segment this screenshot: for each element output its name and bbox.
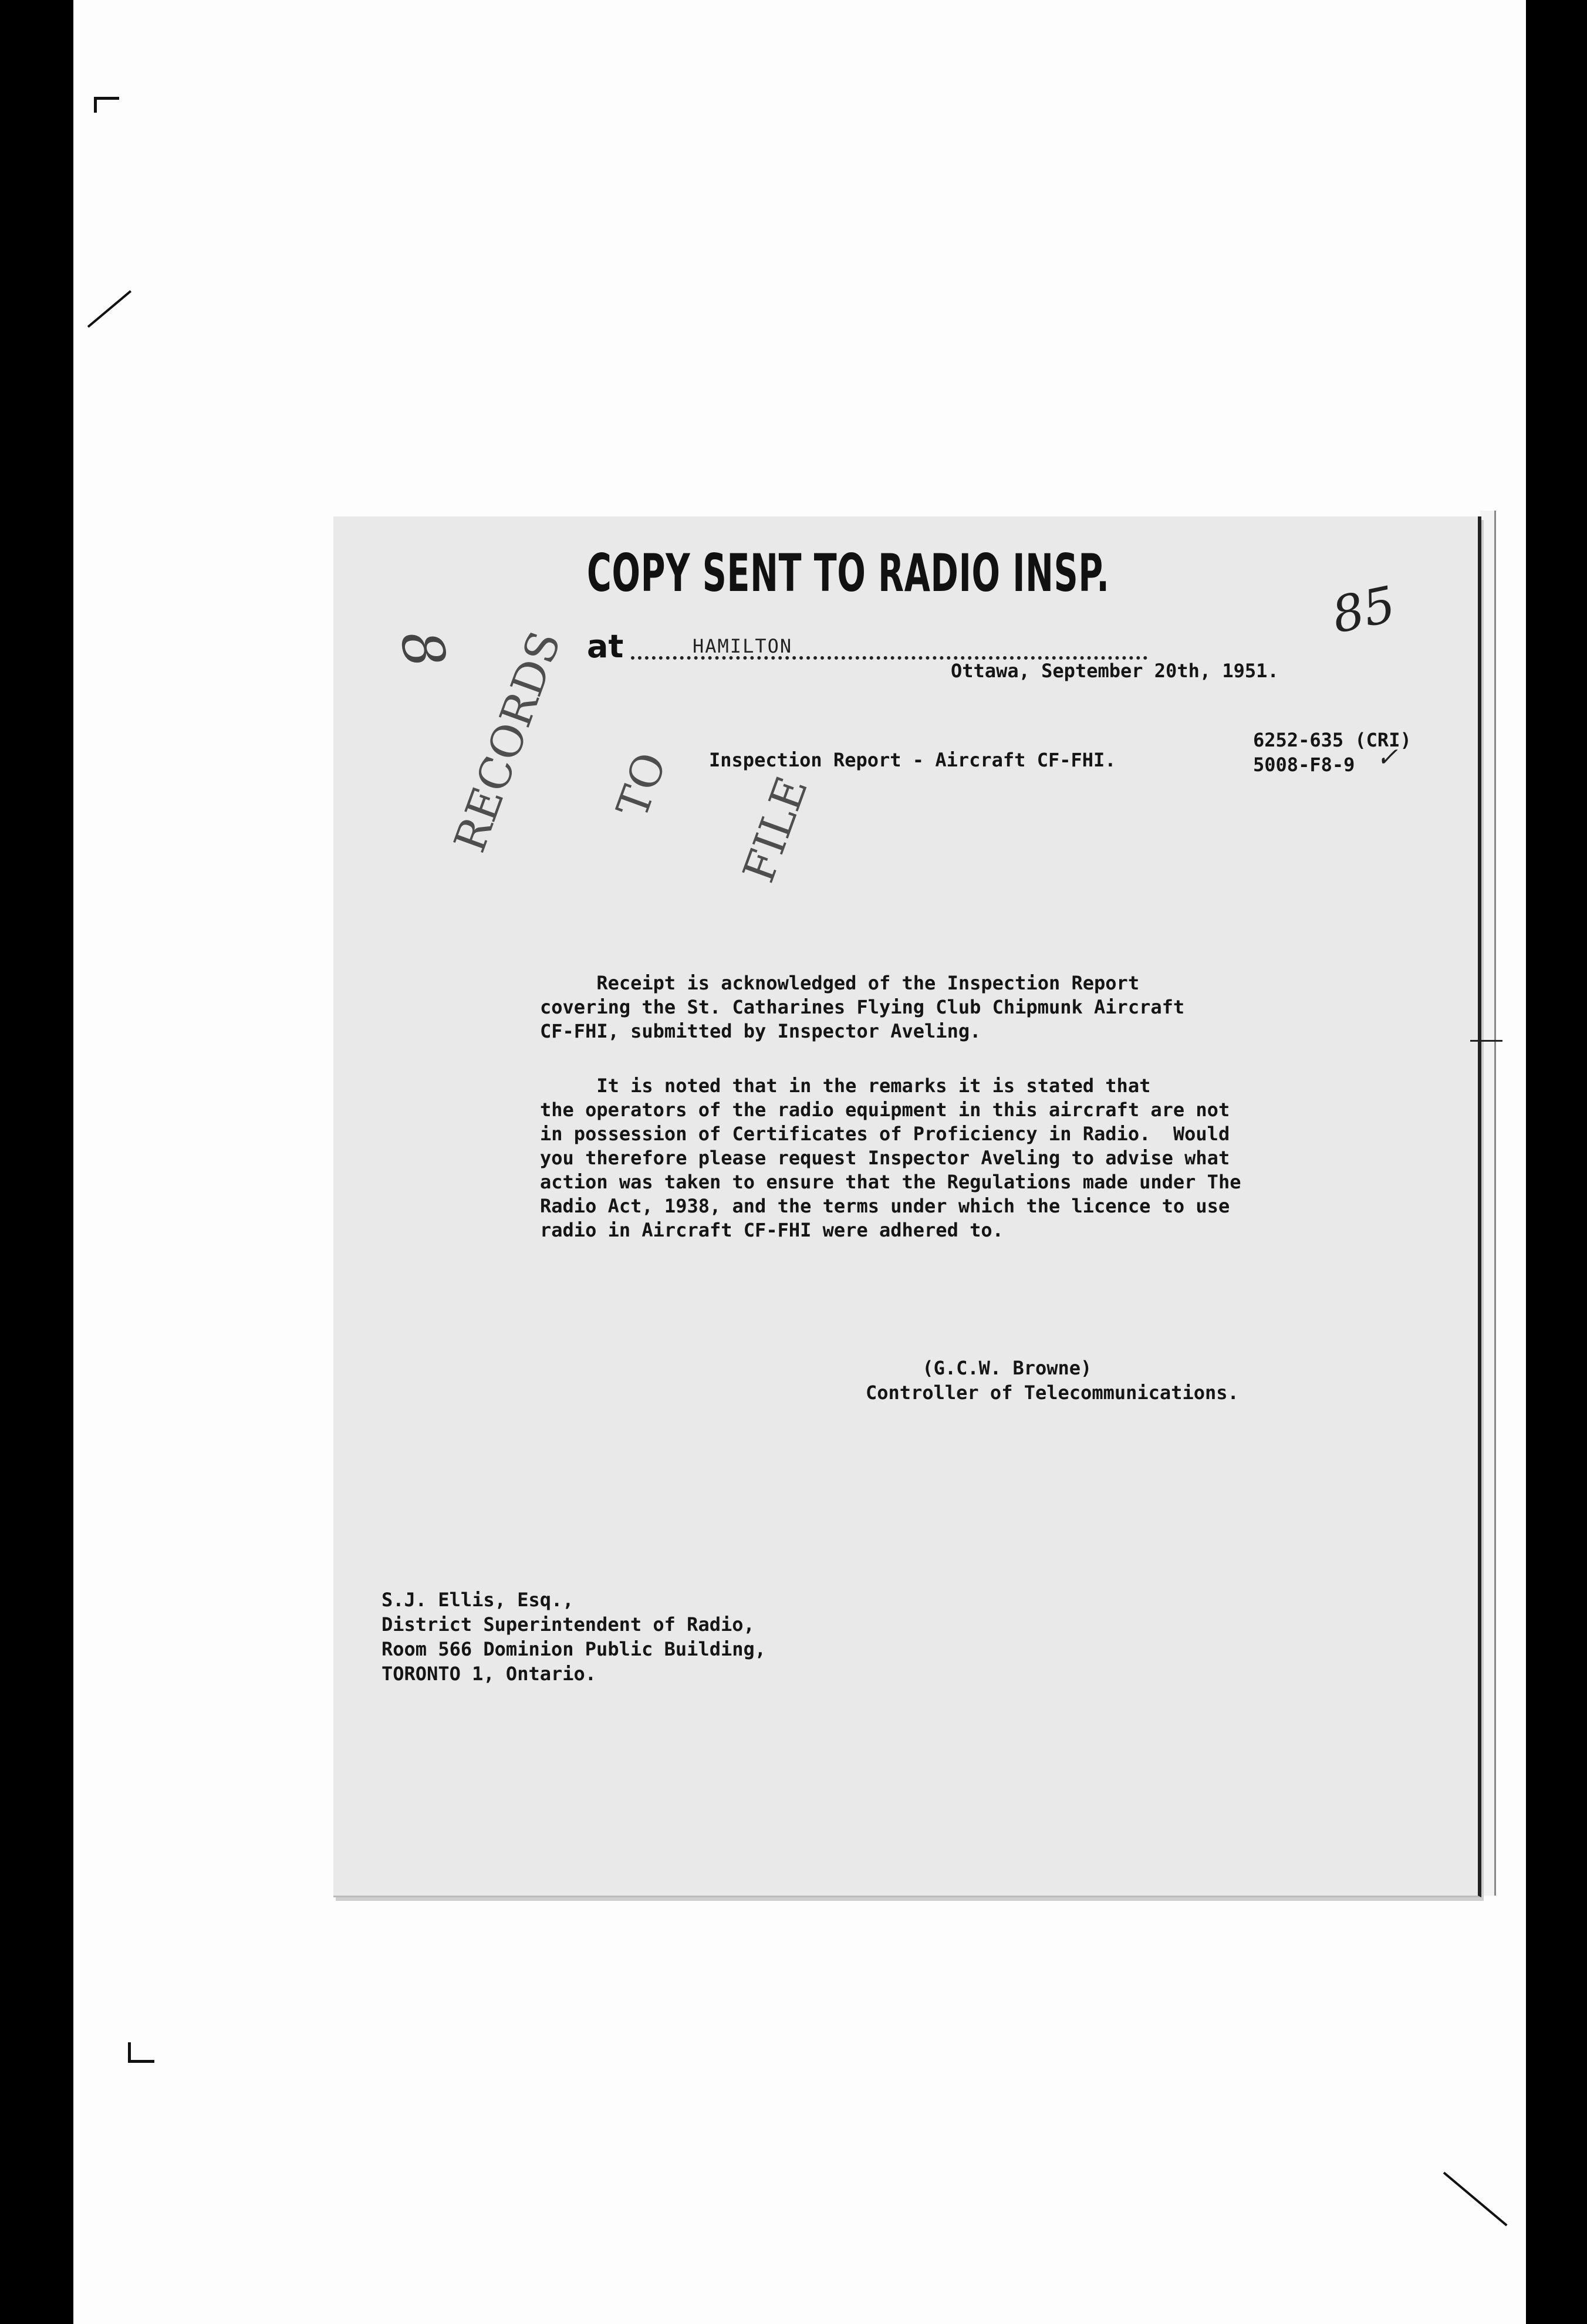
frame-corner-mark — [128, 2042, 154, 2063]
file-reference-1: 6252-635 (CRI) — [1253, 729, 1412, 751]
address-line: District Superintendent of Radio, — [381, 1613, 755, 1636]
frame-corner-mark — [94, 97, 119, 113]
sheet-edge — [1480, 511, 1496, 1896]
paragraph-line: you therefore please request Inspector Aveling to advise what — [540, 1147, 1230, 1169]
stamp-at-label: at — [587, 628, 624, 665]
paragraph-line: radio in Aircraft CF-FHI were adhered to. — [540, 1219, 1004, 1241]
letter-dateline: Ottawa, September 20th, 1951. — [951, 660, 1279, 682]
copy-sent-stamp: COPY SENT TO RADIO INSP. — [587, 543, 1110, 603]
address-line: S.J. Ellis, Esq., — [381, 1589, 574, 1611]
paragraph-line: CF-FHI, submitted by Inspector Aveling. — [540, 1020, 981, 1042]
stamp-place: HAMILTON — [693, 635, 793, 657]
records-stamp-line1: RECORDS — [444, 624, 571, 859]
handwritten-mark: 8 — [387, 626, 458, 673]
file-reference-2: 5008-F8-9 — [1253, 754, 1355, 776]
letter-paragraph-2 — [540, 1074, 1241, 1242]
paragraph-line: It is noted that in the remarks it is stated that — [540, 1075, 1151, 1097]
paragraph-line: action was taken to ensure that the Regulations made under The — [540, 1171, 1241, 1193]
signature-name: (G.C.W. Browne) — [866, 1357, 1092, 1379]
paragraph-line: the operators of the radio equipment in this aircraft are not — [540, 1099, 1230, 1121]
records-stamp-line3: FILE — [733, 770, 818, 889]
address-line: TORONTO 1, Ontario. — [381, 1663, 597, 1685]
recipient-address — [381, 1587, 766, 1686]
paragraph-line: in possession of Certificates of Proficiency in Radio. Would — [540, 1123, 1230, 1145]
signature-title: Controller of Telecommunications. — [866, 1381, 1239, 1404]
paragraph-line: Radio Act, 1938, and the terms under which the licence to use — [540, 1195, 1230, 1217]
folio-number: 85 — [1326, 575, 1400, 645]
letter-paragraph-1 — [540, 971, 1184, 1043]
letter-subject: Inspection Report - Aircraft CF-FHI. — [709, 749, 1116, 771]
signature-block — [866, 1356, 1239, 1405]
margin-tick — [1470, 1040, 1502, 1042]
address-line: Room 566 Dominion Public Building, — [381, 1638, 767, 1660]
paragraph-line: Receipt is acknowledged of the Inspection Report — [540, 972, 1140, 994]
check-mark: ✓ — [1376, 742, 1398, 772]
paragraph-line: covering the St. Catharines Flying Club Chipmunk Aircraft — [540, 996, 1185, 1018]
records-stamp-line2: TO — [607, 746, 677, 825]
